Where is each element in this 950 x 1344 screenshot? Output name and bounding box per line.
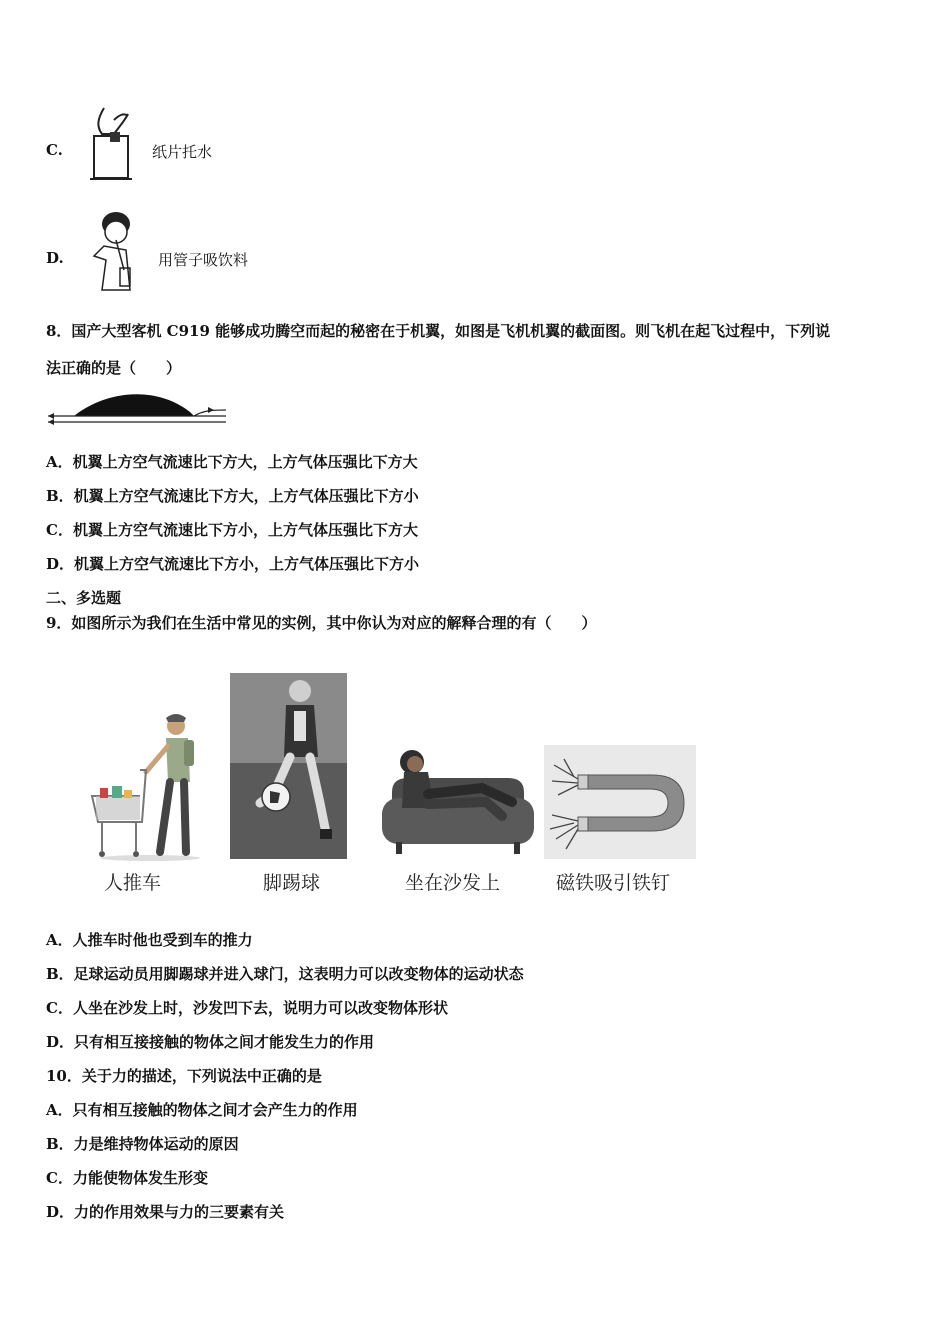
q8-stem-line2: 法正确的是（ ） xyxy=(46,359,182,377)
airfoil-cross-section-diagram xyxy=(44,386,230,430)
caption-kick-ball: 脚踢球 xyxy=(263,872,321,894)
q10-option-b: B．力是维持物体运动的原因 xyxy=(46,1135,239,1153)
caption-sit-sofa: 坐在沙发上 xyxy=(405,872,501,894)
woman-sitting-on-sofa-image xyxy=(382,742,534,858)
caption-magnet: 磁铁吸引铁钉 xyxy=(556,872,671,894)
boy-drinking-straw-icon xyxy=(84,210,144,296)
section-title: 二、多选题 xyxy=(46,589,122,607)
option-c-text: 纸片托水 xyxy=(152,143,213,161)
q8-option-c: C．机翼上方空气流速比下方小，上方气体压强比下方大 xyxy=(46,521,418,539)
q10-option-a: A．只有相互接触的物体之间才会产生力的作用 xyxy=(46,1101,358,1119)
q9-option-a: A．人推车时他也受到车的推力 xyxy=(46,931,253,949)
q8-option-d: D．机翼上方空气流速比下方小，上方气体压强比下方小 xyxy=(46,555,420,573)
magnet-attracting-nails-image xyxy=(544,745,696,859)
boy-kicking-ball-image xyxy=(230,673,347,859)
q9-option-b: B．足球运动员用脚踢球并进入球门，这表明力可以改变物体的运动状态 xyxy=(46,965,524,983)
q8-option-b: B．机翼上方空气流速比下方大，上方气体压强比下方小 xyxy=(46,487,419,505)
q8-stem-line1: 8．国产大型客机 C919 能够成功腾空而起的秘密在于机翼，如图是飞机机翼的截面图。则飞机在起飞过程中，下列说 xyxy=(46,322,831,340)
q9-stem: 9．如图所示为我们在生活中常见的实例，其中你认为对应的解释合理的有（ ） xyxy=(46,614,597,632)
paper-holding-water-icon xyxy=(84,104,136,184)
q9-option-d: D．只有相互接接触的物体之间才能发生力的作用 xyxy=(46,1033,375,1051)
option-d-text: 用管子吸饮料 xyxy=(158,251,249,269)
q10-option-d: D．力的作用效果与力的三要素有关 xyxy=(46,1203,285,1221)
q10-option-c: C．力能使物体发生形变 xyxy=(46,1169,208,1187)
option-c-letter: C. xyxy=(46,141,63,159)
person-pushing-cart-image xyxy=(80,712,204,862)
q9-option-c: C．人坐在沙发上时，沙发凹下去，说明力可以改变物体形状 xyxy=(46,999,448,1017)
option-d-letter: D. xyxy=(46,249,64,267)
caption-push-cart: 人推车 xyxy=(104,872,162,894)
q10-stem: 10．关于力的描述，下列说法中正确的是 xyxy=(46,1067,322,1085)
q8-option-a: A．机翼上方空气流速比下方大，上方气体压强比下方大 xyxy=(46,453,418,471)
